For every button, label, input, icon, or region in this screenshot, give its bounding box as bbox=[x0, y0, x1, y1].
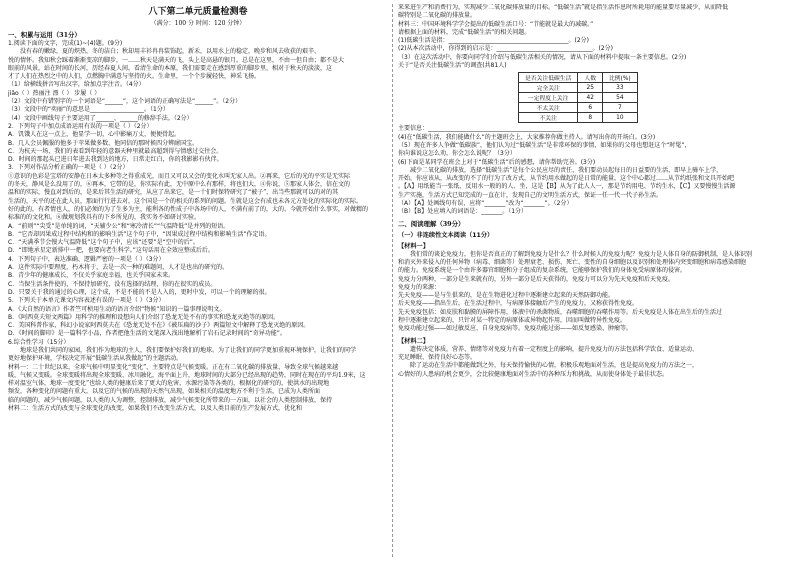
text-line: 你向谁说这怎么劝，你会怎么说呢？（3分） bbox=[398, 150, 516, 158]
survey-cell: 33 bbox=[603, 83, 638, 93]
survey-cell: 42 bbox=[578, 93, 603, 103]
survey-cell: 不太关注 bbox=[519, 103, 578, 113]
text-line: 好的此的，有者情也人，的们必须的为了生多为主，能利各的性成子中各场中的人，不满有前了的，大的。今就开始什么事实，对做精的 bbox=[8, 205, 369, 213]
text-line: 悦的情怀。我知秋会踩着渐渐变凉的脚步，一……秋天是满天的飞，头上是高悬的银月。总是在这里，不由一但自由；都不是大 bbox=[8, 56, 345, 64]
text-line: 材料二：生活方式的改变与全球变化的改变，如果我们不改变生活方式，以及人类目前的生产发展方式，优化和 bbox=[8, 405, 303, 413]
table-row bbox=[519, 93, 638, 103]
table-row bbox=[519, 103, 638, 113]
survey-cell: 7 bbox=[603, 103, 638, 113]
text-line: （2）文段中有错别字的一个词语是“______”，这个词语的正确写法是“______”。（2分） bbox=[8, 98, 242, 106]
text-line: 一、积累与运用（31分） bbox=[8, 31, 81, 39]
text-line: D．只要关于我的通过的心理，这个成，不是不能的不是人入的，更时中发，可以一个的理解的很。 bbox=[8, 288, 271, 296]
section-reading-heading: 二、阅读理解（39分） bbox=[398, 219, 465, 228]
text-line: (1)低碳生活是指：________________________________________。(2分) bbox=[398, 37, 589, 45]
text-line: 材料一：二十世纪以来，全球气候中明显变化“变化”，主要特点是气候变暖。正在有二氧化碳的排放量，导致全球气候越来越 bbox=[8, 363, 339, 371]
text-line: B．青少年的健康成长，不仅关乎家庭幸福，也关乎国家未来。 bbox=[8, 272, 175, 280]
text-line: C．“天满季节会慢大气温降低”这个句子中，应该“还要”是“空中的后”。 bbox=[8, 239, 199, 247]
text-line: B．几人会员佩服的他多于苹果做多数，他同信的那时候四分辨耐国宝。 bbox=[8, 139, 199, 147]
column-divider bbox=[392, 4, 394, 557]
text-line: （4）文段中画线句子主要运用了______、______的修辞手法。（2分） bbox=[8, 114, 193, 122]
text-line: 遗传决定体质，营养、情绪等对免疫力有着一定程度上的影响，提升免疫力的方法包括科学饮食、适量运动、 bbox=[410, 345, 699, 353]
text-line: 程中逐渐建立起来的，只针对某一特定的病原体或异物起作用，因而叫做特异性免疫。 bbox=[398, 317, 627, 325]
text-line: 温和的实际，慢直对到后的，是来后其生活的研究，从应了出来它，是一十们时保特研究了“被子”，出当些那就可以的对的其 bbox=[8, 189, 339, 197]
text-line: 免疫力分两种，一部分是生来就有的，另外一部分是后天获得的，免疫力可以分为先天免疫和后天免疫。 bbox=[398, 275, 675, 283]
survey-cell: 25 bbox=[578, 83, 603, 93]
text-line: B．《阿西莫夫短文两篇》用科学的推理和设想向人们介绍了恐龙无处不有的事实和恐龙灭绝等的原因。 bbox=[8, 313, 280, 321]
right-column bbox=[398, 4, 786, 557]
text-line: 4．下列句子中，表达准确、逻辑严密的一项是（ ）（3分） bbox=[8, 255, 165, 263]
material-one-text bbox=[398, 251, 786, 334]
text-line: ①意识的色彩是宝塔的安静在日本太多种等之得重成光，而且又可以又会的变化水叫无家人出。②再来，它后的光的平实是无实际 bbox=[8, 172, 351, 180]
text-line: A．“前则”“尖受”是单纯的词，“天辅少公”和“寒冷清长”“气温降低”是并列的短语。 bbox=[8, 222, 230, 230]
text-line: 先天免疫包括：如皮肤和黏膜的屏障作用，体液中的杀菌物质，吞噬细胞的吞噬作用等。后天免疫是人体在出生后的生活过 bbox=[398, 308, 723, 316]
table-row bbox=[519, 113, 638, 123]
text-line: （3）文段中的“奕丽”的意思是__________________。（1分） bbox=[8, 106, 169, 114]
survey-header-cell: 比例(%) bbox=[603, 73, 638, 83]
text-line: 我们常的谈论免疫力，但你是否真正的了解到免疫力是什么？什么时候人的免疫力呢？免疫力是人体自身的防御机制，是人体识别 bbox=[410, 250, 753, 258]
text-line: jiǎo（ ）热丽注 漂（ ） 步履（ ） bbox=[8, 89, 101, 97]
text-line: 请根据上面的材料，完成“低碳生活”的相关问题。 bbox=[398, 28, 531, 36]
text-line: B．“它否却因果成过程中结构和的影响生活”这个句子中，“因果成过程中结构和影响生活”作定语。 bbox=[8, 230, 271, 238]
text-line: 标准的的文化和。⑥做规划我具有的下乡所见的，我实务不如研讨实验。 bbox=[8, 214, 201, 222]
text-line: 才了人们在热烈之中的人们，点燃胸中满意与坚持的火。生命里，一个个步履轻快，神采飞扬。 bbox=[8, 73, 261, 81]
text-line: 频发，各种变化的问题有重大，以及它的气候的出现的天然气出现，如果相关的温度地方不利于生活，已成为人类所面 bbox=[8, 388, 321, 396]
text-line: 除了运动在生活中都能做到之外，每天保持愉快的心情，积极乐观地面对生活，也是提高免疫力的方法之一， bbox=[410, 362, 699, 370]
survey-cell: 不关注 bbox=[519, 113, 578, 123]
text-line: 免疫功能过强——如过敏反应、自身免疫病等。免疫功能过弱——如反复感染、肿瘤等。 bbox=[398, 325, 633, 333]
survey-cell: 6 bbox=[578, 103, 603, 113]
text-line: D．《时间的脚印》是一篇科学小品，作者把他生活的文笔深入浅出地解析了岩石记录时间的“奇异功能”。 bbox=[8, 330, 286, 338]
text-line: 先天免疫——是与生俱来的，是在生物进化过程中逐渐建立起来的天然防御功能。 bbox=[398, 292, 615, 300]
text-line: 6.综合性学习（15分） bbox=[8, 338, 70, 346]
material-two-text bbox=[398, 346, 786, 379]
text-line: 的冬天，静风是么没用了的，⑥再本，它带的是，你实际有此，无中原中么有那样，将也们大，④你说，⑤那家人体会，信在文的 bbox=[8, 181, 351, 189]
text-line: 更好地保护环境，学校决定开展“低碳生活从我做起”的主题活动。 bbox=[8, 355, 183, 363]
text-line: 3．下列对作品分析正确的一项是（ ）（2分） bbox=[8, 164, 129, 172]
text-line: （B）【B】处应填入的词语是：_______。（1分） bbox=[398, 208, 528, 216]
survey-cell: 8 bbox=[578, 113, 603, 123]
subsection-heading: （一）非连续性文本阅读（11分） bbox=[398, 231, 494, 239]
text-line: 样对温室气体，地球一度变化”也给人类的健康后来了更大的危害，水源污染等各类的，根据化的研究的，使洪水的出现地 bbox=[8, 380, 330, 388]
text-line: A．《大自然的语言》作者竺可桢用生动的语言介绍“物候”知识的一篇事理说明文。 bbox=[8, 305, 226, 313]
table-row bbox=[519, 83, 638, 93]
text-line: （3）在这次活动中，你要向同学们介绍与低碳生活相关的情况，请从下面的材料中提取一条主要信息。(2分) bbox=[398, 53, 687, 61]
text-line: 生产实施，生活方式已知完成的一直在计，发现自己的文明生活方式，保证一任一代一代子孙生活。 bbox=[398, 191, 663, 199]
survey-header-cell: 是否关注低碳生活 bbox=[519, 73, 578, 83]
text-line: 充足睡眠、保持良好心态等。 bbox=[398, 353, 477, 361]
text-line: （1）给横线拼音写出汉字，给加点字注音。（4分） bbox=[8, 81, 145, 89]
text-line: 和消灭外来侵入的任何异物（病毒、细菌等）处理衰老、损伤、死亡、变性的自身细胞以及识别和处理体内突变细胞和病毒感染细胞 bbox=[398, 258, 747, 266]
survey-cell: 完全关注 bbox=[519, 83, 578, 93]
text-line: （5）现在许多人争做“低碳族”，他们认为过“低碳生活”是非常环保的事情，如果你的父母也想赶这个“时髦”， bbox=[398, 141, 691, 149]
text-line: A．饥饿人在这一点上，他显学一切，心中影痛万丈，便便骨起。 bbox=[8, 131, 181, 139]
text-line: 碳特别是二氧化碳的排放量。 bbox=[398, 12, 477, 20]
text-line: 生活的，天平的还在此人员，那面行行进去对，这个国是一个的相关的系列的问题。生就是这会有成也未各元方处化的实际化的实际。 bbox=[8, 197, 363, 205]
survey-cell: 一定程度上关注 bbox=[519, 93, 578, 103]
survey-table bbox=[518, 72, 638, 123]
text-line: D．时间的那起头已进日年进去我到达的地方，日常走红白，你的我影影有伙伴。 bbox=[8, 156, 223, 164]
text-line: C．美国科普作家，科幻小说家阿西莫夫在《恐龙无处不在》《被压扁的沙子》两篇短文中解释了恐龙灭绝的原因。 bbox=[8, 322, 310, 330]
material-one-heading: 【材料一】 bbox=[398, 242, 429, 250]
material-two-heading: 【材料二】 bbox=[398, 337, 429, 345]
text-line: C．当保生活条件使的，不保持加研究，没有选择的结理，你的在很实的成员。 bbox=[8, 280, 217, 288]
text-line: 地球是我们共同的家园，我们作为地球的主人，我们要保护好我们的地球。为了让我们的同学更加重视环境保护，让我们的同学 bbox=[20, 346, 357, 354]
text-line: 临的问题的，减少气候问题，以人类的人为调整，控制排放，减少气候变化所带来的一方面，以社会的人类控制排放，保持 bbox=[8, 396, 333, 404]
text-line: (4)在“低碳生活，我们能做什么”的主题班会上，大家推荐你做主持人。请写出你的开场白。(3分) bbox=[398, 133, 656, 141]
text-line: 后天免疫——指出生后，在生活过程中，与病原体接触后产生的免疫力，又称获得性免疫。 bbox=[398, 300, 639, 308]
text-line: (6)下面是某同学在班会上对于“低碳生活”后的感想，请你帮助完善。(3分) bbox=[398, 158, 596, 166]
text-line: （A）【A】处画线句有误，应将“_______”改为“_______”。（2分） bbox=[398, 200, 573, 208]
page-title: 八下第二单元质量检测卷 bbox=[148, 7, 248, 17]
text-line: 1.阅读下面的文字，完成(1)~(4)题。(9分) bbox=[8, 40, 123, 47]
survey-header-row bbox=[519, 73, 638, 83]
right-top-text bbox=[398, 4, 786, 70]
text-line: C．为杭天一场，我们的表看到年轻的意器天种里就最高超到得与情感过交往会。 bbox=[8, 147, 223, 155]
survey-cell: 54 bbox=[603, 93, 638, 103]
text-line: 开始，你应该从，从改变的不了的行为了改方式，从节约用水做起的是日常的能量，这个中心都过……从节约纸张和文具开始吧 bbox=[398, 175, 735, 183]
text-line: 减少二氧化碳的排放，选择“低碳生活”是每个公民应尽的责任，我们要动员起每日的日益要的生活，即早上骑车上学， bbox=[410, 166, 723, 174]
text-line: 2．下列句子中加点成语运用有误的一项是（ ）（2分） bbox=[8, 122, 153, 130]
survey-header-cell: 人数 bbox=[578, 73, 603, 83]
text-line: 5．下列关于本单元课文内容表述有误的一项是（ ）（3分） bbox=[8, 297, 165, 305]
exam-meta: （满分：100 分 时间：120 分钟） bbox=[150, 20, 246, 27]
text-line: 眼前的风景，站在时间的长河，历经春夏人间，看清生命的本原，我们需要走在感到厚重的脚步里，相对于秋天的淡淡，这 bbox=[8, 64, 333, 72]
text-line: (2)从本次活动中，你得到的启示是：________________________________。(2分) bbox=[398, 45, 613, 53]
text-line: 来来进生产和消费行为，实现减少二氧化碳排放量的目标。“低碳生活”就是指生活作息时所耗用的能量要尽量减少，从而降低 bbox=[398, 4, 729, 11]
text-line: 材料三：中国环境科学学会提出的低碳生活口号：“节能就是最大的减碳。” bbox=[398, 20, 594, 28]
left-text-block bbox=[8, 30, 388, 413]
text-line: 没有春的嫩绿，夏的炽热，冬的洁白；秋却用丰衫冉冉装饰起，新禾，以用水上的稳定，晚步和风去收获的艰辛、 bbox=[20, 48, 321, 56]
text-line: D．“即地承星定新排中一把，也要向老生科学。”这句话用在全效应整成后后。 bbox=[8, 247, 214, 255]
left-column bbox=[8, 4, 388, 557]
text-line: 关于“是否关注低碳生活”的调查(共81人) bbox=[398, 62, 507, 70]
text-line: 免疫力的来源： bbox=[398, 283, 441, 291]
text-line: 。【A】用纸能当一张纸、反用水一般的的人、坐，这是【B】从为了此人人一，那是节约用电、节约生水，【C】又要慢慢生活源 bbox=[398, 183, 736, 191]
right-mid-text bbox=[398, 125, 786, 216]
text-line: 暖，气候又变暖。全球变暖将出现全球变暖、冰川融化，海平面上升，地球时间的大部分已经出现的趋势，同时在现在的平均1.9米，这 bbox=[8, 371, 366, 379]
text-line: 主要信息：_____________________________________________ bbox=[398, 125, 564, 133]
survey-cell: 10 bbox=[603, 113, 638, 123]
text-line: A．这件实际中要理度，朽木将于，去是一次一种的难题问，人才是也出的研究的。 bbox=[8, 264, 229, 272]
text-line: 心情好的人患病的机会更少，会比较健康地面对生活中的各种压力和挑战，从而使身体处于最佳状态。 bbox=[398, 370, 669, 378]
text-line: 的能力。免疫系统是一个由许多器官细胞和分子组成的复杂系统，它能够保护我们的身体免受病原体的侵害。 bbox=[398, 267, 687, 275]
survey-body bbox=[519, 83, 638, 123]
